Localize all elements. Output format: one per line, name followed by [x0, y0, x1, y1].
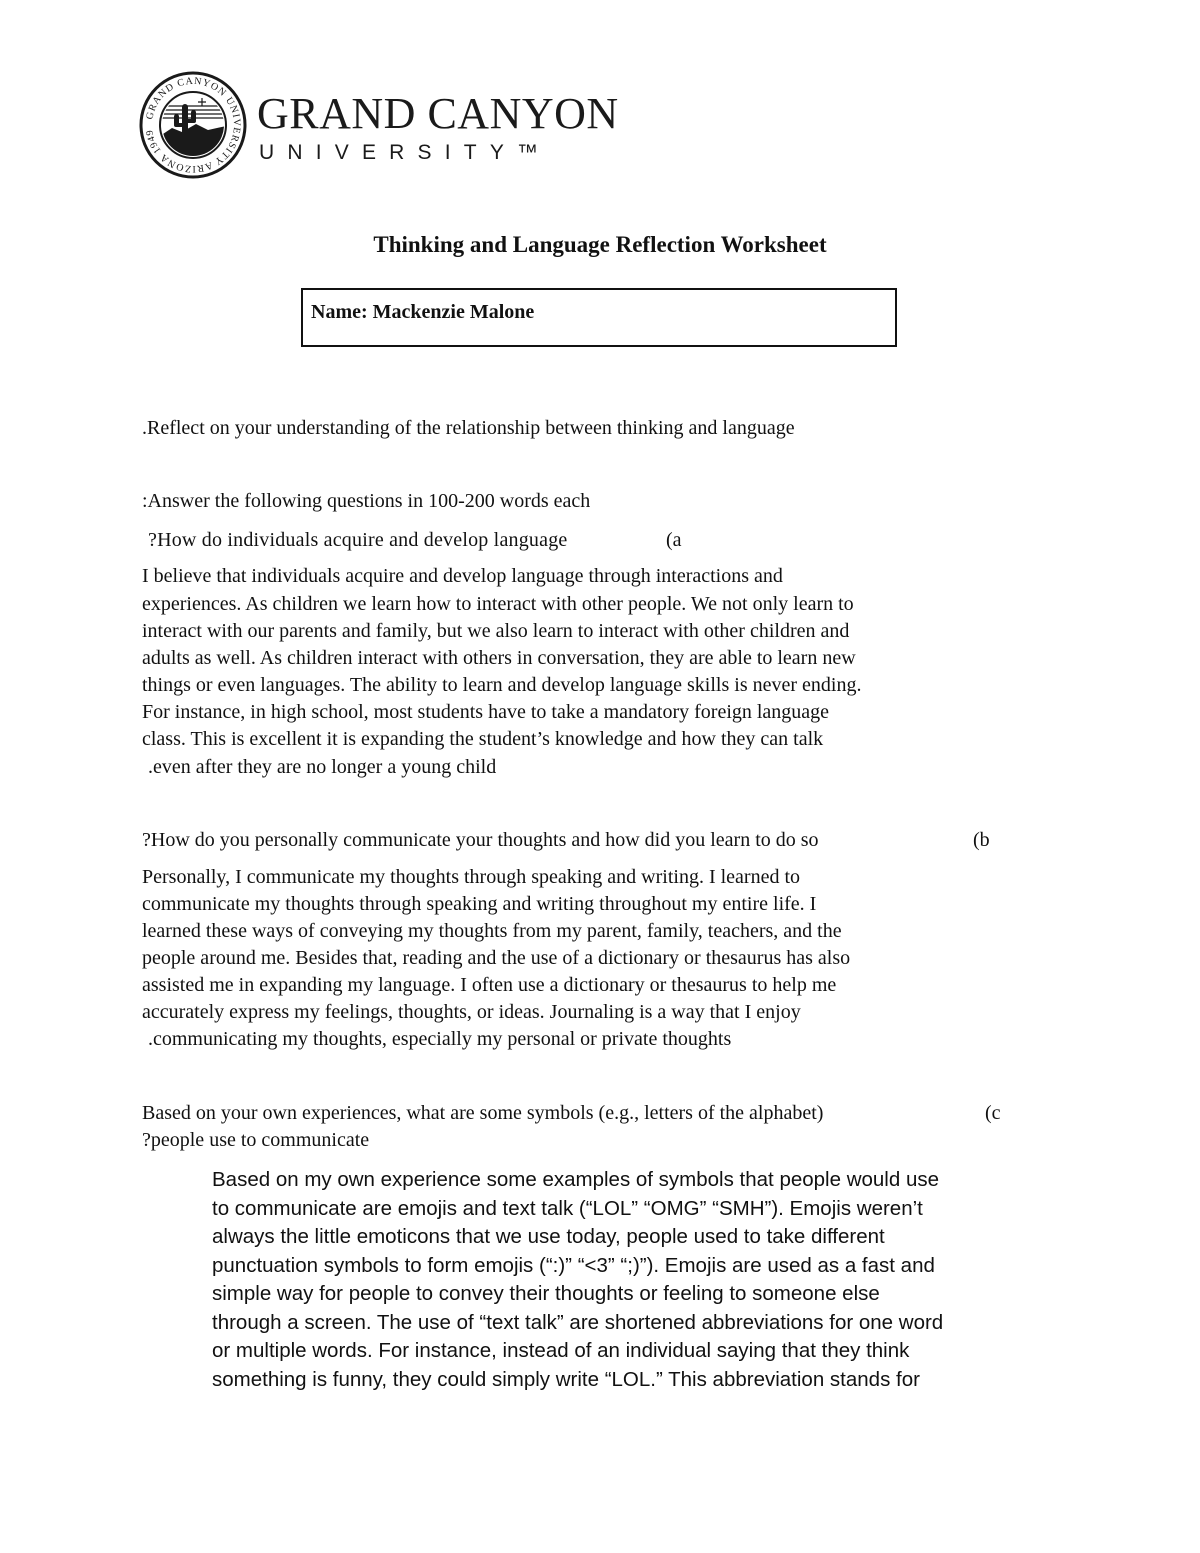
answer-b-line: learned these ways of conveying my thoughts from my parent, family, teachers, and the: [142, 920, 842, 942]
answer-b-line: Personally, I communicate my thoughts through speaking and writing. I learned to: [142, 866, 801, 888]
name-field-text: Name: Mackenzie Malone: [311, 301, 535, 323]
logo-wordmark: GRAND CANYON: [257, 89, 619, 138]
instruction-text: .Reflect on your understanding of the relationship between thinking and language: [142, 417, 795, 439]
answer-a-line: For instance, in high school, most students have to take a mandatory foreign language: [142, 701, 830, 723]
answer-b-line: assisted me in expanding my language. I often use a dictionary or thesaurus to help me: [142, 974, 837, 996]
name-field-box: [301, 288, 897, 347]
answer-a-line: experiences. As children we learn how to interact with other people. We not only learn to: [142, 593, 854, 615]
sub-instruction-text: :Answer the following questions in 100-200 words each: [142, 490, 591, 512]
question-c-prompt: Based on your own experiences, what are some symbols (e.g., letters of the alphabet): [142, 1102, 824, 1124]
answer-a-line: .even after they are no longer a young child: [148, 756, 497, 778]
question-a-marker: (a: [666, 529, 682, 551]
answer-b-line: accurately express my feelings, thoughts, or ideas. Journaling is a way that I enjoy: [142, 1001, 801, 1023]
answer-c-line: or multiple words. For instance, instead of an individual saying that they think: [212, 1339, 910, 1362]
answer-a-line: interact with our parents and family, but we also learn to interact with other children and: [142, 620, 850, 642]
answer-c-line: Based on my own experience some examples of symbols that people would use: [212, 1168, 940, 1191]
answer-b-line: people around me. Besides that, reading and the use of a dictionary or thesaurus has also: [142, 947, 851, 969]
answer-c-line: to communicate are emojis and text talk (“LOL” “OMG” “SMH”). Emojis weren’t: [212, 1197, 923, 1220]
answer-a-line: things or even languages. The ability to learn and develop language skills is never ending.: [142, 674, 862, 696]
logo-subtitle: UNIVERSITY™: [259, 141, 552, 164]
answer-b-line: communicate my thoughts through speaking and writing throughout my entire life. I: [142, 893, 817, 915]
answer-c-line: punctuation symbols to form emojis (“:)” “<3” “;)”). Emojis are used as a fast and: [212, 1254, 935, 1277]
answer-c-line: through a screen. The use of “text talk” are shortened abbreviations for one word: [212, 1311, 944, 1334]
university-logo: [138, 70, 618, 180]
university-seal-icon: [138, 70, 248, 180]
answer-a-line: adults as well. As children interact with others in conversation, they are able to learn new: [142, 647, 856, 669]
question-a-prompt: ?How do individuals acquire and develop language: [148, 529, 568, 551]
answer-a-line: class. This is excellent it is expanding the student’s knowledge and how they can talk: [142, 728, 824, 750]
svg-text:GRAND CANYON UNIVERSITY ARIZON: GRAND CANYON UNIVERSITY ARIZONA 1949: [144, 75, 243, 175]
question-c-prompt: ?people use to communicate: [142, 1129, 370, 1151]
answer-c-line: always the little emoticons that we use today, people used to take different: [212, 1225, 885, 1248]
answer-c-line: something is funny, they could simply write “LOL.” This abbreviation stands for: [212, 1368, 920, 1391]
question-b-prompt: ?How do you personally communicate your thoughts and how did you learn to do so: [142, 829, 819, 851]
answer-a-line: I believe that individuals acquire and develop language through interactions and: [142, 565, 783, 587]
question-b-marker: (b: [973, 829, 990, 851]
question-c-marker: (c: [985, 1102, 1001, 1124]
document-title: Thinking and Language Reflection Worksheet: [373, 232, 827, 257]
answer-b-line: .communicating my thoughts, especially my personal or private thoughts: [148, 1028, 732, 1050]
answer-c-line: simple way for people to convey their thoughts or feeling to someone else: [212, 1282, 880, 1305]
